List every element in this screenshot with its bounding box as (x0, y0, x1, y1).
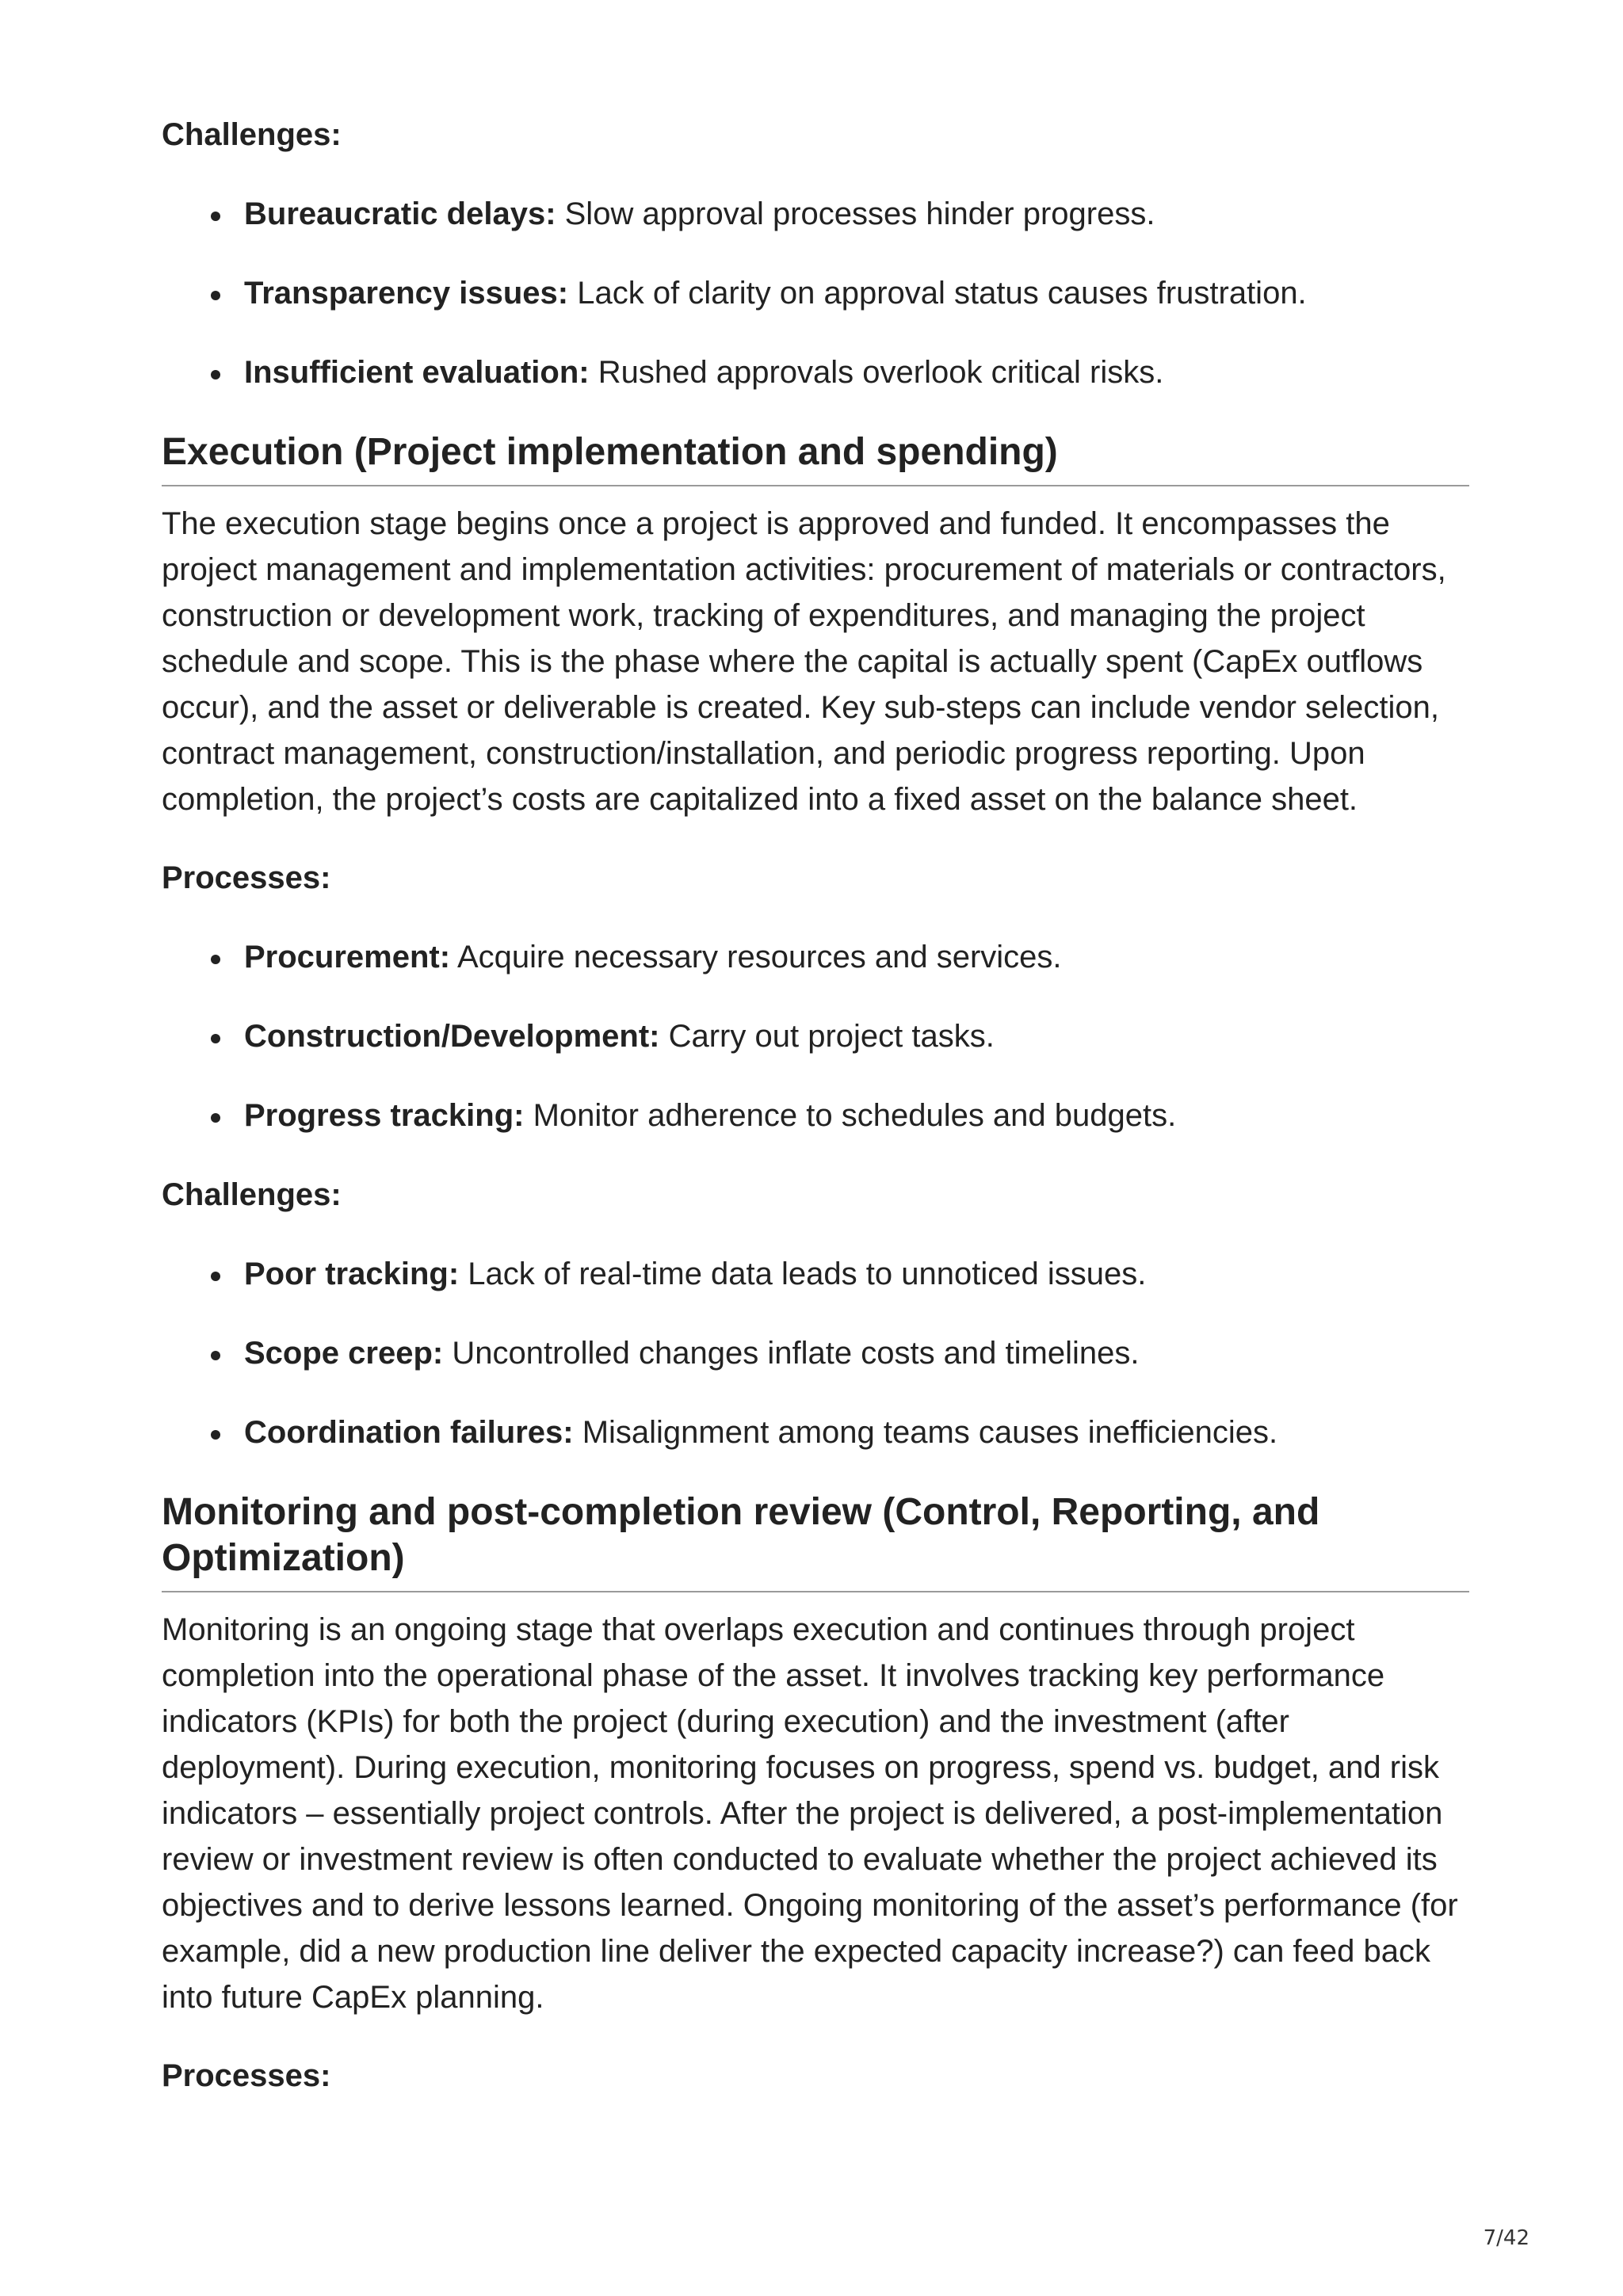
processes-label: Processes: (162, 2058, 331, 2093)
document-page (162, 113, 1469, 2098)
page-number: 7/42 (1483, 2226, 1529, 2250)
list-item: Poor tracking: Lack of real-time data leads to unnoticed issues. (162, 1252, 1469, 1296)
challenges-label: Challenges: (162, 117, 342, 152)
list-item: Procurement: Acquire necessary resources and services. (162, 935, 1469, 979)
list-item: Coordination failures: Misalignment among teams causes inefficiencies. (162, 1410, 1469, 1455)
monitoring-paragraph: Monitoring is an ongoing stage that overlaps execution and continues through project completion into the operational phase of the asset. It involves tracking key performance indicators (KPIs) for both the project (during execution) and the investment (after deployment). During execution, monitoring focuses on progress, spend vs. budget, and risk indicators – essentially project controls. After the project is delivered, a post-implementation review or investment review is often conducted to evaluate whether the project achieved its objectives and to derive lessons learned. Ongoing monitoring of the asset’s performance (for example, did a new production line deliver the expected capacity increase?) can feed back into future CapEx planning. (162, 1612, 1458, 2015)
list-item: Transparency issues: Lack of clarity on approval status causes frustration. (162, 271, 1469, 315)
execution-processes-list (162, 935, 1469, 1138)
monitoring-heading: Monitoring and post-completion review (Control, Reporting, and Optimization) (162, 1489, 1469, 1592)
list-item: Construction/Development: Carry out project tasks. (162, 1014, 1469, 1058)
list-item: Bureaucratic delays: Slow approval processes hinder progress. (162, 192, 1469, 236)
processes-label: Processes: (162, 860, 331, 895)
list-item: Progress tracking: Monitor adherence to schedules and budgets. (162, 1093, 1469, 1138)
list-item: Insufficient evaluation: Rushed approvals overlook critical risks. (162, 350, 1469, 395)
challenges-label: Challenges: (162, 1177, 342, 1212)
execution-heading: Execution (Project implementation and spending) (162, 429, 1469, 486)
list-item: Scope creep: Uncontrolled changes inflate costs and timelines. (162, 1331, 1469, 1375)
approval-challenges-list (162, 192, 1469, 395)
execution-challenges-list (162, 1252, 1469, 1455)
execution-paragraph: The execution stage begins once a project is approved and funded. It encompasses the project management and implementation activities: procurement of materials or contractors, construction or development work, tracking of expenditures, and managing the project schedule and scope. This is the phase where the capital is actually spent (CapEx outflows occur), and the asset or deliverable is created. Key sub-steps can include vendor selection, contract management, construction/installation, and periodic progress reporting. Upon completion, the project’s costs are capitalized into a fixed asset on the balance sheet. (162, 506, 1446, 817)
